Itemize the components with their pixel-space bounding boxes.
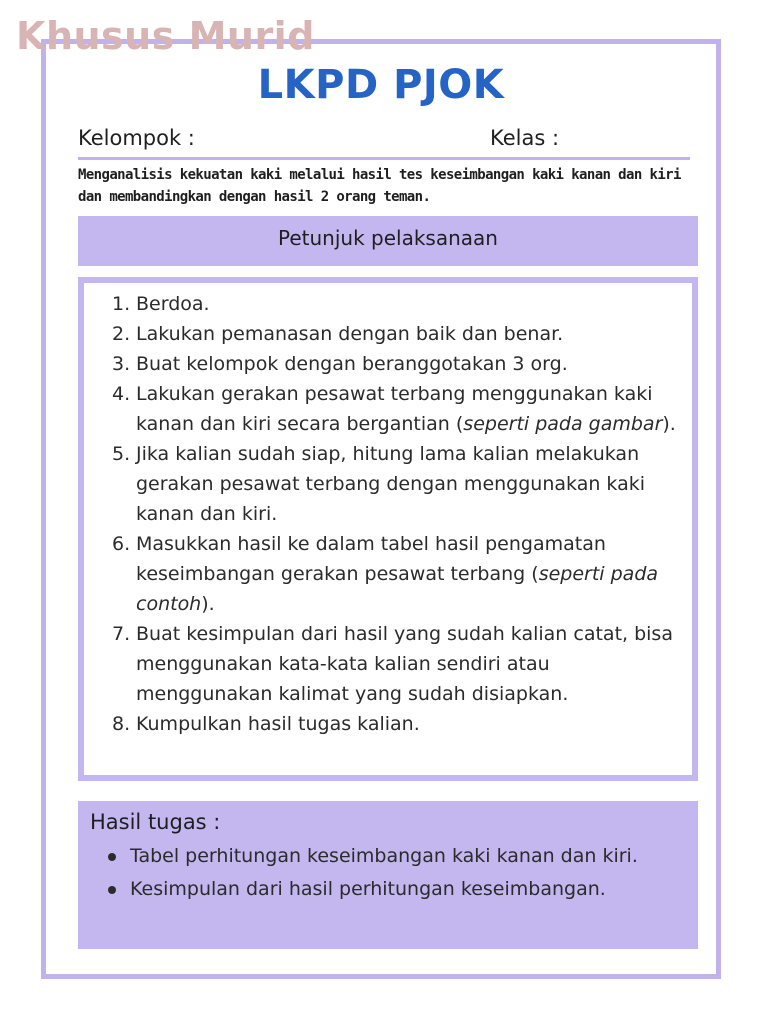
list-item [112, 289, 692, 319]
hasil-item-text: Tabel perhitungan keseimbangan kaki kanan dan kiri. [130, 845, 638, 867]
identity-row [78, 124, 690, 160]
list-item [130, 874, 684, 905]
step-text: Masukkan hasil ke dalam tabel hasil pengamatan keseimbangan gerakan pesawat terbang ( [136, 533, 606, 585]
petunjuk-heading-bar [78, 216, 698, 266]
step-text: Berdoa. [136, 293, 210, 315]
steps-box [78, 277, 698, 781]
list-item [112, 529, 692, 619]
step-text: Lakukan gerakan pesawat terbang menggunakan kaki kanan dan kiri secara bergantian ( [136, 383, 653, 435]
step-tail: ). [201, 593, 215, 615]
petunjuk-heading: Petunjuk pelaksanaan [278, 226, 498, 250]
hasil-list [130, 841, 684, 907]
hasil-item-text: Kesimpulan dari hasil perhitungan keseimbangan. [130, 878, 606, 900]
step-number: 8. [112, 713, 131, 735]
step-text: Buat kesimpulan dari hasil yang sudah kalian catat, bisa menggunakan kata-kata kalian sendiri atau menggunakan kalimat yang sudah disiapkan. [136, 623, 673, 705]
step-number: 1. [112, 293, 131, 315]
hasil-heading: Hasil tugas : [90, 810, 221, 834]
kelompok-label: Kelompok : [78, 126, 195, 150]
list-item [112, 349, 692, 379]
list-item [112, 379, 692, 439]
step-number: 6. [112, 533, 131, 555]
list-item [112, 319, 692, 349]
list-item [130, 841, 684, 872]
step-number: 2. [112, 323, 131, 345]
step-text: Jika kalian sudah siap, hitung lama kalian melakukan gerakan pesawat terbang dengan menggunakan kaki kanan dan kiri. [136, 443, 646, 525]
step-text: Kumpulkan hasil tugas kalian. [136, 713, 420, 735]
step-tail: ). [662, 413, 676, 435]
step-text: Lakukan pemanasan dengan baik dan benar. [136, 323, 564, 345]
steps-list [112, 289, 692, 739]
step-italic-note: seperti pada gambar [463, 413, 663, 435]
list-item [112, 619, 692, 709]
bullet-icon [108, 853, 116, 861]
objective-text: Menganalisis kekuatan kaki melalui hasil tes keseimbangan kaki kanan dan kiri dan membandingkan dengan hasil 2 orang teman. [78, 167, 681, 205]
hasil-box [78, 801, 698, 949]
kelas-label: Kelas : [490, 126, 560, 150]
bullet-icon [108, 886, 116, 894]
step-number: 4. [112, 383, 131, 405]
list-item [112, 709, 692, 739]
step-number: 7. [112, 623, 131, 645]
page-title: LKPD PJOK [257, 62, 505, 108]
step-number: 5. [112, 443, 131, 465]
step-text: Buat kelompok dengan beranggotakan 3 org. [136, 353, 568, 375]
step-italic-note: seperti pada contoh [136, 563, 659, 615]
watermark-text: Khusus Murid [16, 14, 315, 58]
list-item [112, 439, 692, 529]
step-number: 3. [112, 353, 131, 375]
